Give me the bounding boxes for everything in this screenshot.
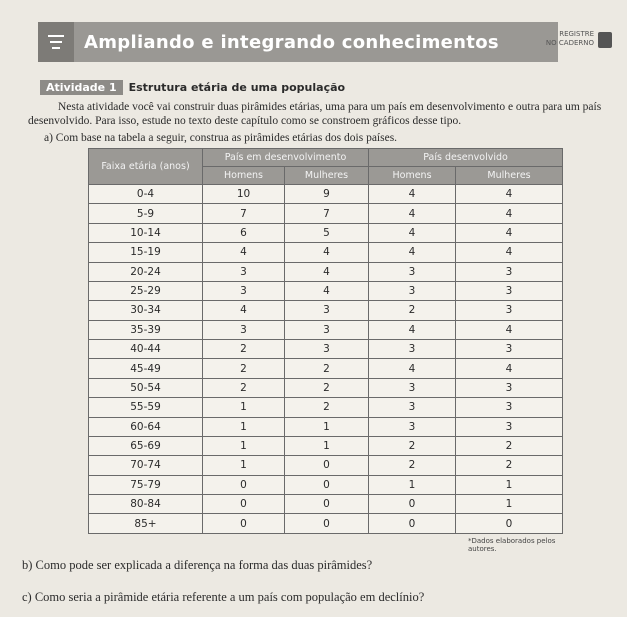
age-cell: 80-84 [89, 495, 203, 514]
developed-men-cell: 3 [369, 281, 456, 300]
developed-men-cell: 0 [369, 514, 456, 534]
activity-badge: Atividade 1 [40, 80, 123, 95]
table-row [89, 475, 563, 494]
developed-women-cell: 4 [456, 320, 563, 339]
table-row [89, 262, 563, 281]
age-cell: 70-74 [89, 456, 203, 475]
age-cell: 50-54 [89, 378, 203, 397]
developed-women-cell: 3 [456, 378, 563, 397]
table-row [89, 243, 563, 262]
table-row [89, 359, 563, 378]
table-row [89, 495, 563, 514]
register-line1: REGISTRE [559, 30, 594, 38]
developed-women-cell: 2 [456, 436, 563, 455]
age-cell: 5-9 [89, 204, 203, 223]
section-banner [38, 22, 558, 62]
developing-men-cell: 2 [203, 359, 285, 378]
developed-women-cell: 4 [456, 243, 563, 262]
developing-women-cell: 2 [285, 378, 369, 397]
developing-women-cell: 0 [285, 495, 369, 514]
age-cell: 30-34 [89, 301, 203, 320]
developing-men-cell: 3 [203, 320, 285, 339]
menu-icon [38, 22, 74, 62]
developing-men-cell: 0 [203, 495, 285, 514]
developed-men-cell: 3 [369, 340, 456, 359]
register-note [546, 26, 612, 56]
header-devd-women: Mulheres [456, 167, 563, 185]
developed-women-cell: 3 [456, 301, 563, 320]
header-dev-women: Mulheres [285, 167, 369, 185]
age-cell: 25-29 [89, 281, 203, 300]
table-row [89, 301, 563, 320]
developed-women-cell: 1 [456, 495, 563, 514]
developed-women-cell: 3 [456, 398, 563, 417]
age-cell: 15-19 [89, 243, 203, 262]
header-developed: País desenvolvido [369, 149, 563, 167]
developed-men-cell: 2 [369, 456, 456, 475]
developing-women-cell: 3 [285, 301, 369, 320]
developing-men-cell: 4 [203, 301, 285, 320]
developing-men-cell: 1 [203, 417, 285, 436]
developing-men-cell: 1 [203, 456, 285, 475]
age-cell: 0-4 [89, 185, 203, 204]
table-row [89, 436, 563, 455]
developed-women-cell: 0 [456, 514, 563, 534]
developed-men-cell: 4 [369, 185, 456, 204]
developing-men-cell: 3 [203, 281, 285, 300]
developed-men-cell: 4 [369, 243, 456, 262]
age-cell: 75-79 [89, 475, 203, 494]
developed-women-cell: 3 [456, 417, 563, 436]
age-cell: 35-39 [89, 320, 203, 339]
developed-women-cell: 4 [456, 223, 563, 242]
activity-title: Estrutura etária de uma população [128, 81, 346, 94]
developing-men-cell: 6 [203, 223, 285, 242]
developed-women-cell: 2 [456, 456, 563, 475]
developed-women-cell: 3 [456, 340, 563, 359]
developing-women-cell: 7 [285, 204, 369, 223]
developed-women-cell: 4 [456, 185, 563, 204]
developing-women-cell: 2 [285, 359, 369, 378]
table-row [89, 378, 563, 397]
developing-women-cell: 2 [285, 398, 369, 417]
developing-men-cell: 2 [203, 378, 285, 397]
table-row [89, 204, 563, 223]
developing-men-cell: 1 [203, 436, 285, 455]
table-body [89, 185, 563, 534]
header-devd-men: Homens [369, 167, 456, 185]
age-cell: 60-64 [89, 417, 203, 436]
table-row [89, 320, 563, 339]
developed-men-cell: 4 [369, 320, 456, 339]
developed-men-cell: 2 [369, 436, 456, 455]
age-cell: 85+ [89, 514, 203, 534]
developing-women-cell: 5 [285, 223, 369, 242]
developed-men-cell: 3 [369, 398, 456, 417]
table-row [89, 456, 563, 475]
developing-women-cell: 0 [285, 514, 369, 534]
developed-men-cell: 4 [369, 223, 456, 242]
table-row [89, 281, 563, 300]
age-cell: 40-44 [89, 340, 203, 359]
developed-men-cell: 1 [369, 475, 456, 494]
notebook-icon [598, 32, 612, 48]
table-row [89, 223, 563, 242]
developing-men-cell: 10 [203, 185, 285, 204]
developing-women-cell: 4 [285, 281, 369, 300]
table-row [89, 514, 563, 534]
table-row [89, 417, 563, 436]
developing-women-cell: 3 [285, 340, 369, 359]
table-row [89, 398, 563, 417]
developed-women-cell: 4 [456, 204, 563, 223]
header-developing: País em desenvolvimento [203, 149, 369, 167]
developing-women-cell: 3 [285, 320, 369, 339]
question-a: a) Com base na tabela a seguir, construa as pirâmides etárias dos dois países. [44, 132, 398, 144]
register-line2: NO CADERNO [545, 39, 594, 47]
developed-men-cell: 0 [369, 495, 456, 514]
developed-men-cell: 2 [369, 301, 456, 320]
source-note: *Dados elaborados pelos autores. [468, 537, 556, 553]
developing-women-cell: 9 [285, 185, 369, 204]
developing-women-cell: 4 [285, 243, 369, 262]
section-title: Ampliando e integrando conhecimentos [84, 31, 499, 53]
developed-women-cell: 3 [456, 262, 563, 281]
developed-women-cell: 3 [456, 281, 563, 300]
developing-men-cell: 0 [203, 475, 285, 494]
developing-women-cell: 1 [285, 436, 369, 455]
age-pyramid-table [88, 148, 563, 534]
developed-women-cell: 4 [456, 359, 563, 378]
developed-men-cell: 3 [369, 378, 456, 397]
age-cell: 10-14 [89, 223, 203, 242]
header-dev-men: Homens [203, 167, 285, 185]
developing-men-cell: 2 [203, 340, 285, 359]
question-b: b) Como pode ser explicada a diferença na forma das duas pirâmides? [22, 558, 373, 572]
developing-women-cell: 0 [285, 456, 369, 475]
developed-men-cell: 4 [369, 204, 456, 223]
question-c: c) Como seria a pirâmide etária referente a um país com população em declínio? [22, 590, 425, 604]
developing-men-cell: 7 [203, 204, 285, 223]
developing-men-cell: 3 [203, 262, 285, 281]
header-age-group: Faixa etária (anos) [89, 149, 203, 185]
developing-men-cell: 4 [203, 243, 285, 262]
developing-men-cell: 1 [203, 398, 285, 417]
age-cell: 45-49 [89, 359, 203, 378]
developing-women-cell: 1 [285, 417, 369, 436]
developing-women-cell: 4 [285, 262, 369, 281]
age-cell: 55-59 [89, 398, 203, 417]
table-row [89, 185, 563, 204]
developed-men-cell: 4 [369, 359, 456, 378]
developed-men-cell: 3 [369, 262, 456, 281]
age-cell: 65-69 [89, 436, 203, 455]
developing-men-cell: 0 [203, 514, 285, 534]
developing-women-cell: 0 [285, 475, 369, 494]
age-cell: 20-24 [89, 262, 203, 281]
developed-men-cell: 3 [369, 417, 456, 436]
activity-header [40, 80, 345, 95]
table-row [89, 340, 563, 359]
developed-women-cell: 1 [456, 475, 563, 494]
intro-paragraph: Nesta atividade você vai construir duas pirâmides etárias, uma para um país em desenvolvimento e outra para um país desenvolvido. Para isso, estude no texto deste capítulo como se constroem gráficos desse tipo. [28, 101, 602, 127]
